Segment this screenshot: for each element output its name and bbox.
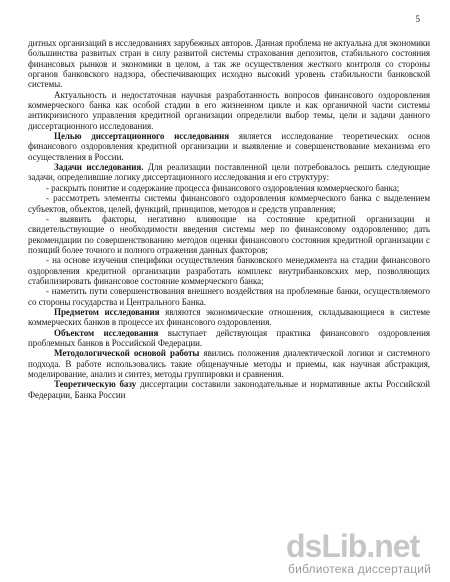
paragraph-lead: Задачи исследования. bbox=[54, 162, 144, 173]
paragraph-lead: Целью диссертационного исследования bbox=[54, 131, 230, 142]
list-item bbox=[28, 214, 430, 255]
list-item bbox=[28, 193, 430, 214]
paragraph bbox=[28, 90, 430, 131]
paragraph-lead: Теоретическую базу bbox=[54, 379, 137, 390]
list-item bbox=[28, 286, 430, 307]
paragraph bbox=[28, 328, 430, 349]
paragraph bbox=[28, 162, 430, 183]
paragraph bbox=[28, 38, 430, 90]
list-item-text: - рассмотреть элементы системы финансового оздоровления коммерческого банка с выделением субъектов, объектов, целей, функций, принципов, методов и средств управления; bbox=[28, 193, 430, 214]
watermark-logo: dsLib.net bbox=[286, 528, 420, 564]
list-item-text: - выявить факторы, негативно влияющие на состояние кредитной организации и свидетельствующие о необходимости введения системы мер по финансовому оздоровлению; дать рекомендации по совершенствованию методов оценки финансового состояния кредитной организации с позиций более точного и полного отражения данных факторов; bbox=[28, 213, 430, 255]
watermark-tagline: библиотека диссертаций bbox=[288, 562, 432, 576]
paragraph bbox=[28, 307, 430, 328]
paragraph-text: являются экономические отношения, складывающиеся в системе коммерческих банков в процессе их финансового оздоровления. bbox=[28, 306, 430, 328]
page-number: 5 bbox=[415, 14, 420, 24]
paragraph bbox=[28, 131, 430, 162]
paragraph-text: выступает действующая практика финансового оздоровления проблемных банков в Российской Федерации. bbox=[28, 327, 430, 348]
paragraph-lead: Предметом исследования bbox=[54, 306, 160, 317]
paragraph-text: Актуальность и недостаточная научная разработанность вопросов финансового оздоровления коммерческого банка как особой стадии в его жизненном цикле и как органичной части системы антикризисного управления кредитной организации определили выбор темы, цели и задачи данного диссертационного исследования. bbox=[28, 89, 430, 131]
paragraph-text: дитных организаций в исследованиях зарубежных авторов. Данная проблема не актуальна для экономики большинства развитых стран в силу развитой системы страхования депозитов, стабильного состояния финансовых рынков и экономики в целом, а так же осуществления жесткого контроля со стороны органов банковского надзора, обеспечивающих исходно высокий уровень стабильности банковской системы. bbox=[28, 38, 430, 90]
list-item-text: - раскрыть понятие и содержание процесса финансового оздоровления коммерческого банка; bbox=[46, 182, 400, 193]
paragraph-lead: Объектом исследования bbox=[54, 327, 159, 338]
paragraph-text: является исследование теоретических основ финансового оздоровления кредитной организации и выявление и совершенствование механизма его осуществления в России. bbox=[28, 131, 430, 162]
paragraph-text: явились положения диалектической логики и системного подхода. В работе использовались такие общенаучные методы и приемы, как научная абстракция, моделирование, анализ и синтез, методы группировки и сравнения. bbox=[28, 348, 430, 379]
paragraph-text: диссертации составили законодательные и нормативные акты Российской Федерации, Банка России bbox=[28, 379, 430, 400]
paragraph bbox=[28, 348, 430, 379]
list-item-text: - наметить пути совершенствования внешнего воздействия на проблемные банки, осуществляемого со стороны государства и Центрального Банка. bbox=[28, 286, 430, 307]
list-item-text: - на основе изучения специфики осуществления банковского менеджмента на стадии финансового оздоровления кредитной организации разработать комплекс внутрибанковских мер, позволяющих стабилизировать финансовое состояние коммерческого банка; bbox=[28, 255, 430, 286]
paragraph-text: Для реализации поставленной цели потребовалось решить следующие задачи, определившие логику диссертационного исследования и его структуру: bbox=[28, 162, 430, 183]
paragraph bbox=[28, 379, 430, 400]
list-item bbox=[28, 255, 430, 286]
paragraph-lead: Методологической основой работы bbox=[54, 348, 200, 359]
document-body bbox=[28, 38, 430, 400]
watermark bbox=[286, 528, 436, 576]
list-item bbox=[28, 183, 430, 193]
